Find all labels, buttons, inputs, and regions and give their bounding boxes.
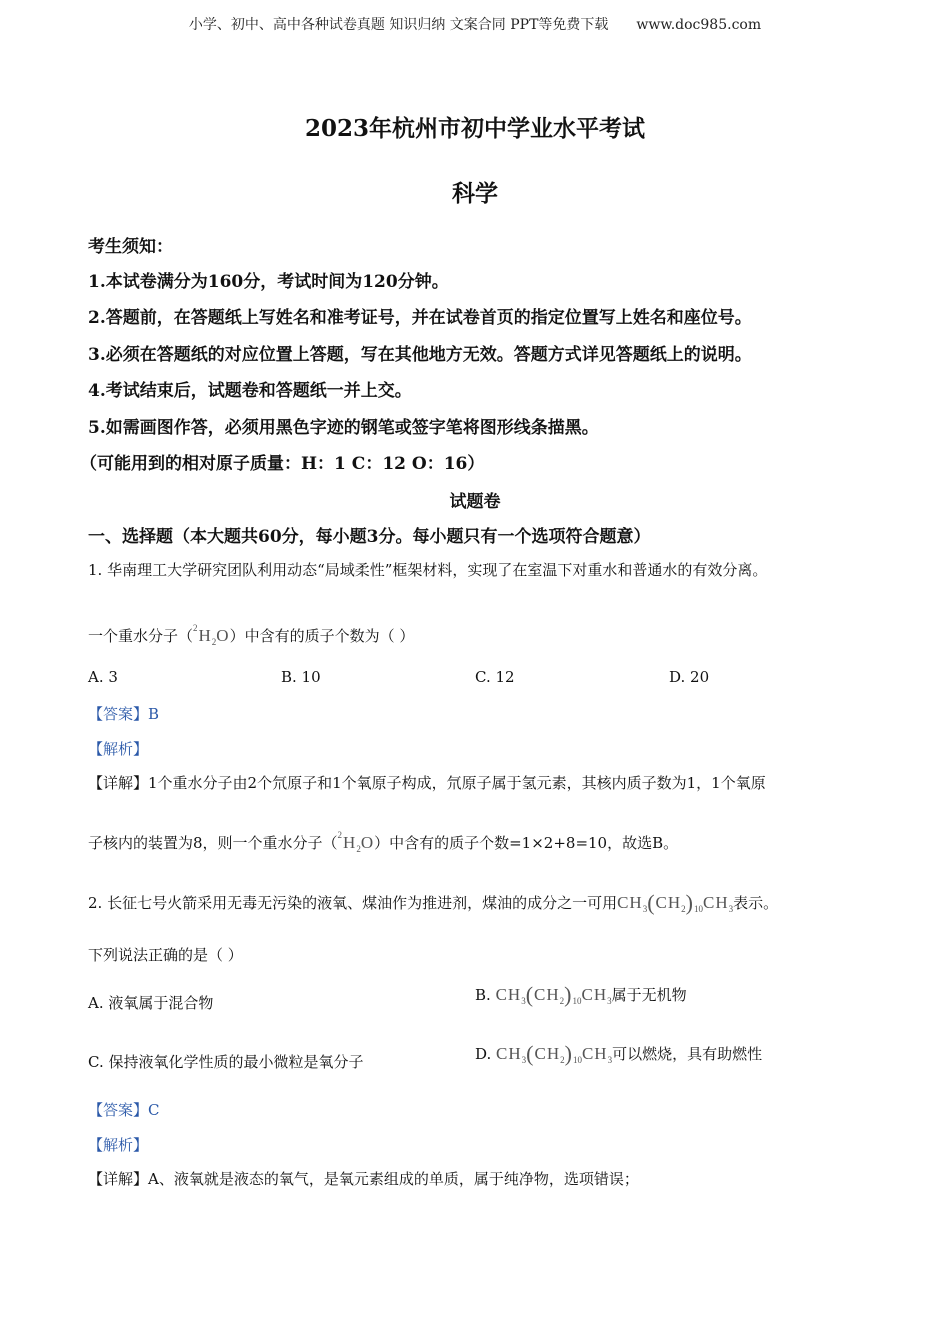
kerosene-formula: $CH_3(CH_2)_{10}CH_3$ <box>496 1041 613 1066</box>
q2-stem-pre: 2. 长征七号火箭采用无毒无污染的液氧、煤油作为推进剂，煤油的成分之一可用 <box>88 894 618 912</box>
q1-question-line <box>88 623 414 647</box>
q2-option-a: A. 液氧属于混合物 <box>88 994 214 1012</box>
q2-option-d-text: 可以燃烧，具有助燃性 <box>612 1045 763 1063</box>
q2-stem <box>88 890 778 916</box>
header-text: 小学、初中、高中各种试卷真题 知识归纳 文案合同 PPT等免费下载 <box>188 17 609 33</box>
q1-line-pre: 一个重水分子（ <box>88 627 194 645</box>
q2-answer: 【答案】C <box>88 1101 160 1119</box>
kerosene-formula: $CH_3(CH_2)_{10}CH_3$ <box>495 982 612 1007</box>
exam-subject: 科学 <box>452 180 498 207</box>
q2-option-d <box>475 1041 762 1067</box>
instruction-item: 4.考试结束后，试题卷和答题纸一并上交。 <box>88 381 412 401</box>
page-header <box>0 14 950 34</box>
header-url[interactable]: www.doc985.com <box>636 17 762 33</box>
q2-option-b-label: B. <box>475 986 491 1004</box>
atomic-mass-note: （可能用到的相对原子质量：H：1 C：12 O：16） <box>80 454 485 474</box>
instructions-heading: 考生须知： <box>88 237 173 257</box>
instruction-item: 1.本试卷满分为160分，考试时间为120分钟。 <box>88 272 449 292</box>
q1-stem: 1. 华南理工大学研究团队利用动态“局域柔性”框架材料，实现了在室温下对重水和普通水的有效分离。 <box>88 561 768 579</box>
q1-detail-post: ）中含有的质子个数=1×2+8=10，故选B。 <box>374 834 679 852</box>
q2-question-line: 下列说法正确的是（ ） <box>88 946 243 964</box>
q2-option-b-text: 属于无机物 <box>611 986 687 1004</box>
q2-option-d-label: D. <box>475 1045 492 1063</box>
kerosene-formula: $CH_3(CH_2)_{10}CH_3$ <box>617 890 734 915</box>
exam-title: 2023年杭州市初中学业水平考试 <box>304 115 645 142</box>
q2-stem-post: 表示。 <box>733 894 779 912</box>
q1-detail-line1: 【详解】1个重水分子由2个氘原子和1个氧原子构成，氘原子属于氢元素，其核内质子数为1，1个氧原 <box>88 774 766 792</box>
instruction-item: 5.如需画图作答，必须用黑色字迹的钢笔或签字笔将图形线条描黑。 <box>88 418 599 438</box>
q2-option-b <box>475 982 687 1008</box>
q2-detail: 【详解】A、液氧就是液态的氧气，是氧元素组成的单质，属于纯净物，选项错误； <box>88 1170 639 1188</box>
q1-analysis-label: 【解析】 <box>88 740 149 758</box>
q1-option-c: C. 12 <box>475 668 515 686</box>
heavy-water-formula: $^2H_2O$ <box>337 830 375 854</box>
q1-line-post: ）中含有的质子个数为（ ） <box>229 627 415 645</box>
q1-detail-line2 <box>88 830 678 854</box>
q1-option-a: A. 3 <box>88 668 118 686</box>
instruction-item: 2.答题前，在答题纸上写姓名和准考证号，并在试卷首页的指定位置写上姓名和座位号。 <box>88 308 752 328</box>
heavy-water-formula: $^2H_2O$ <box>193 623 230 647</box>
q2-analysis-label: 【解析】 <box>88 1136 149 1154</box>
instruction-item: 3.必须在答题纸的对应位置上答题，写在其他地方无效。答题方式详见答题纸上的说明。 <box>88 345 752 365</box>
q1-answer: 【答案】B <box>88 705 160 723</box>
section-heading: 一、选择题（本大题共60分，每小题3分。每小题只有一个选项符合题意） <box>88 527 651 547</box>
paper-label: 试题卷 <box>449 492 501 512</box>
q1-option-b: B. 10 <box>281 668 321 686</box>
q2-option-c: C. 保持液氧化学性质的最小微粒是氧分子 <box>88 1053 364 1071</box>
q1-detail-pre: 子核内的装置为8，则一个重水分子（ <box>88 834 338 852</box>
q1-option-d: D. 20 <box>669 668 710 686</box>
